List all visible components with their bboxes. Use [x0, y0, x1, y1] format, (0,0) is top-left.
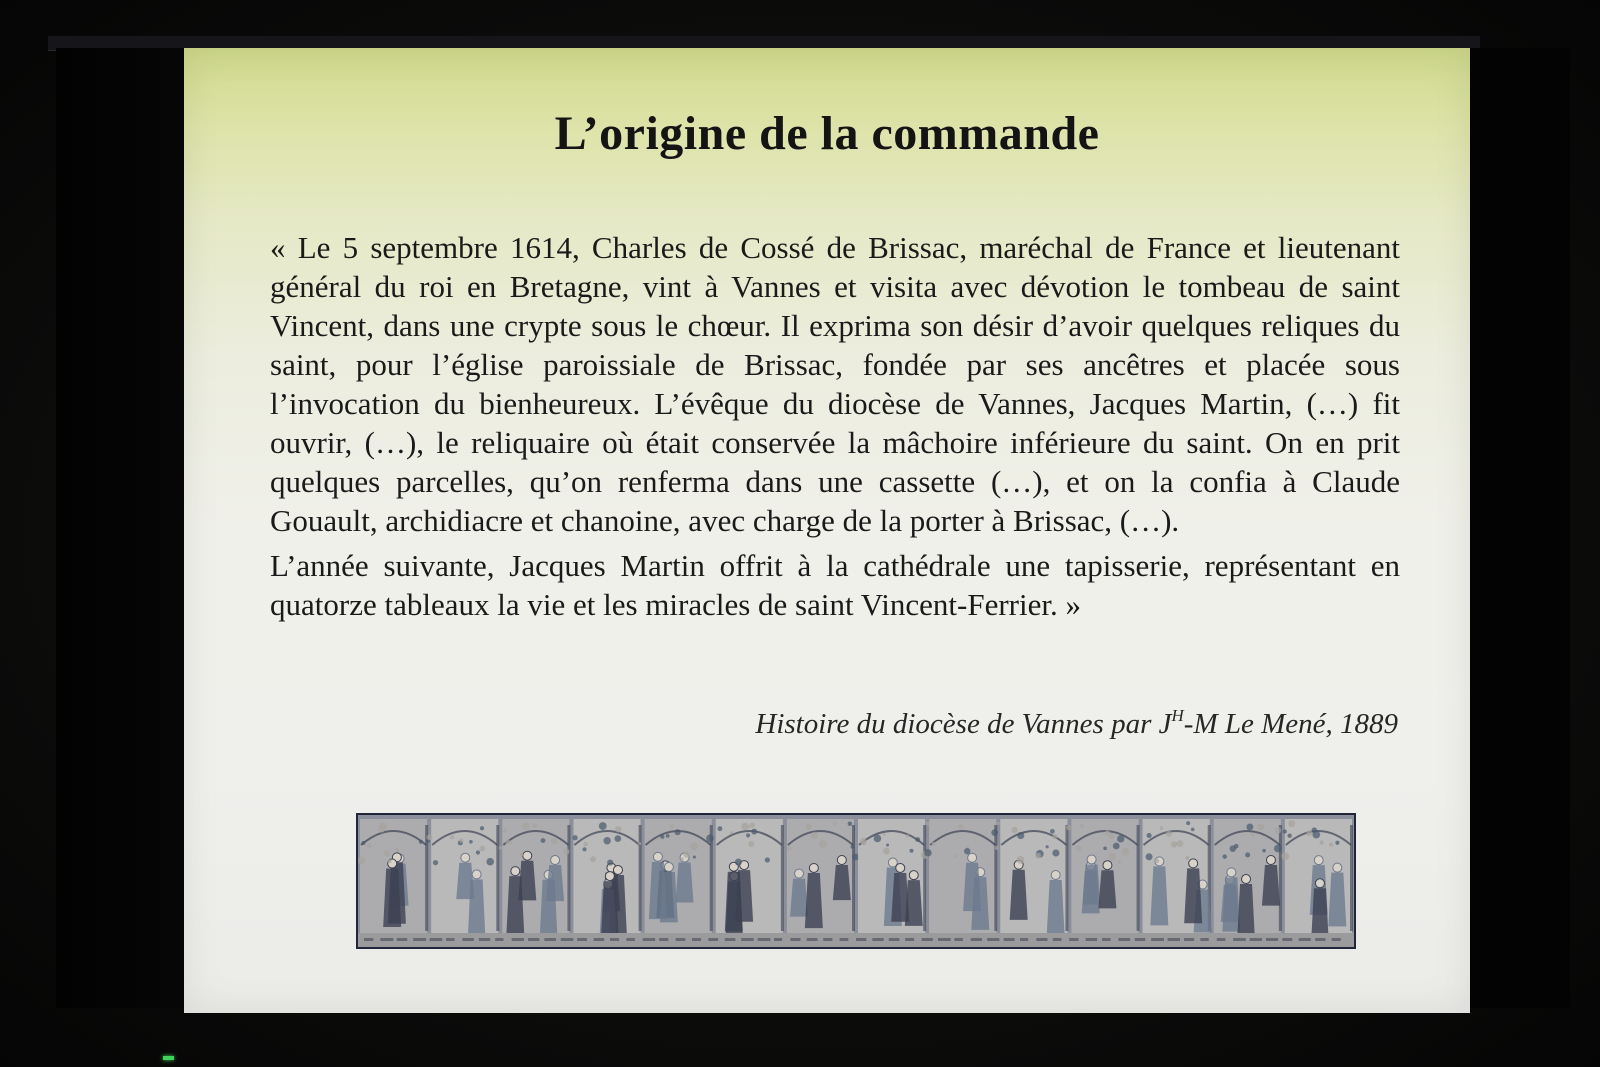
tapestry-texture — [958, 824, 963, 829]
tapestry-texture — [395, 848, 399, 852]
tapestry-texture — [1046, 845, 1049, 848]
tapestry-texture — [1288, 820, 1295, 827]
tapestry-texture — [1274, 827, 1281, 834]
tapestry-inscription-mark — [413, 938, 426, 941]
tapestry-texture — [1154, 858, 1159, 863]
power-led-icon — [163, 1056, 174, 1060]
tapestry-inscription-mark — [397, 938, 407, 941]
tapestry-figure-head — [809, 863, 818, 872]
tapestry-texture — [909, 849, 913, 853]
tapestry-inscription-mark — [561, 938, 574, 941]
tapestry-figure-head — [909, 871, 918, 880]
tapestry-column — [781, 825, 784, 931]
tapestry-texture — [469, 840, 473, 844]
tapestry-inscription-mark — [1086, 938, 1097, 941]
tapestry-texture — [1080, 824, 1084, 828]
tapestry-figure-head — [1266, 856, 1275, 865]
tapestry-texture — [590, 856, 596, 862]
tapestry-texture — [717, 826, 722, 831]
tapestry-column — [639, 825, 642, 931]
tapestry-texture — [1312, 827, 1317, 832]
tapestry-texture — [683, 851, 690, 858]
tapestry-texture — [1147, 833, 1152, 838]
tapestry-inscription-mark — [1282, 938, 1292, 941]
tapestry-inscription-mark — [741, 938, 754, 941]
tapestry-texture — [924, 849, 931, 856]
tapestry-texture — [1066, 825, 1071, 830]
tapestry-figure-head — [605, 872, 614, 881]
tapestry-texture — [765, 857, 770, 862]
tapestry-texture — [1306, 830, 1312, 836]
tapestry-texture — [860, 838, 867, 845]
tapestry-texture — [459, 838, 463, 842]
tapestry-inscription-mark — [856, 938, 866, 941]
quote-block — [270, 228, 1400, 630]
tapestry-texture — [730, 831, 733, 834]
tapestry-figure-head — [1333, 863, 1342, 872]
tapestry-inscription-mark — [446, 938, 455, 941]
tapestry-texture — [1017, 832, 1024, 839]
tapestry-texture — [1287, 833, 1291, 837]
tapestry-texture — [819, 840, 827, 848]
tapestry-inscription-mark — [462, 938, 474, 941]
tapestry-texture — [660, 835, 664, 839]
tapestry-figure-body — [676, 863, 694, 903]
tapestry-texture — [1053, 834, 1058, 839]
tapestry-texture — [657, 837, 660, 840]
tapestry-column — [1137, 825, 1140, 931]
tapestry-inscription-mark — [1053, 938, 1062, 941]
tapestry-texture — [1011, 827, 1017, 833]
tapestry-texture — [479, 846, 485, 852]
tapestry-inscription-mark — [479, 938, 490, 941]
tapestry-inscription-mark — [774, 938, 782, 941]
tapestry-texture — [991, 829, 998, 836]
tapestry-figure-head — [1315, 879, 1324, 888]
tapestry-inscription-mark — [659, 938, 668, 941]
tapestry-texture — [851, 845, 855, 849]
tapestry-inscription-mark — [1036, 938, 1047, 941]
tapestry-texture — [1035, 853, 1041, 859]
tapestry-texture — [915, 837, 920, 842]
tapestry-inscription-mark — [380, 938, 393, 941]
tapestry-figure-body — [1098, 870, 1116, 908]
tapestry-texture — [450, 835, 454, 839]
tapestry-texture — [666, 834, 670, 838]
tapestry-texture — [1329, 843, 1333, 847]
tapestry-texture — [883, 833, 886, 836]
tapestry-texture — [886, 843, 889, 846]
tapestry-texture — [1177, 840, 1184, 847]
tapestry-illustration — [358, 815, 1354, 947]
tapestry-inscription-mark — [364, 938, 373, 941]
tapestry-texture — [599, 822, 607, 830]
tapestry-figure-body — [1184, 868, 1202, 923]
tapestry-texture — [563, 849, 569, 855]
tapestry-texture — [1319, 840, 1323, 844]
tapestry-texture — [997, 822, 1000, 825]
tapestry-figure-head — [523, 851, 532, 860]
tapestry-texture — [995, 846, 999, 850]
tapestry-figure-body — [1150, 866, 1168, 925]
tapestry-texture — [638, 842, 641, 845]
tapestry-texture — [383, 850, 389, 856]
tapestry-texture — [551, 838, 558, 845]
tapestry-inscription-mark — [1315, 938, 1325, 941]
tapestry-inscription-mark — [692, 938, 701, 941]
tapestry-inscription-mark — [971, 938, 982, 941]
tapestry-texture — [964, 848, 970, 854]
tapestry-texture — [1050, 829, 1055, 834]
tapestry-figure-head — [613, 865, 622, 874]
tapestry-figure-head — [664, 863, 673, 872]
tapestry-texture — [499, 846, 502, 849]
tapestry-column — [1279, 825, 1282, 931]
tapestry-column — [1350, 825, 1353, 931]
tapestry-inscription-mark — [807, 938, 818, 941]
tapestry-texture — [379, 822, 387, 830]
slide-title: L’origine de la commande — [554, 107, 1100, 160]
tapestry-texture — [1171, 841, 1177, 847]
tapestry-texture — [1258, 824, 1265, 831]
tapestry-inscription-mark — [1168, 938, 1180, 941]
tapestry-texture — [419, 840, 423, 844]
citation-text-end: -M Le Mené, 1889 — [1183, 708, 1398, 740]
tapestry-texture — [1146, 853, 1153, 860]
tapestry-texture — [848, 821, 853, 826]
tapestry-inscription-mark — [1004, 938, 1015, 941]
tapestry-figure-body — [649, 862, 667, 919]
tapestry-texture — [503, 828, 508, 833]
tapestry-column — [1065, 825, 1068, 931]
tapestry-texture — [1118, 861, 1121, 864]
tapestry-inscription-mark — [872, 938, 883, 941]
tapestry-figure-body — [1083, 864, 1101, 904]
tapestry-texture — [361, 841, 365, 845]
tapestry-figure-head — [896, 863, 905, 872]
tapestry-texture — [582, 847, 586, 851]
tapestry-inscription-mark — [758, 938, 771, 941]
tapestry-texture — [1075, 845, 1081, 851]
tapestry-texture — [1052, 849, 1059, 856]
tapestry-texture — [1283, 829, 1287, 833]
citation-superscript: H — [1171, 706, 1184, 725]
tapestry-inscription-mark — [725, 938, 736, 941]
tapestry-texture — [522, 822, 529, 829]
tapestry-texture — [1262, 849, 1266, 853]
tapestry-texture — [541, 838, 546, 843]
tapestry-figure-body — [506, 876, 524, 936]
tapestry-inscription-mark — [594, 938, 605, 941]
tapestry-figure-body — [805, 873, 823, 928]
tapestry-figure-body — [891, 873, 909, 922]
tapestry-texture — [1108, 853, 1116, 861]
tapestry-texture — [533, 823, 538, 828]
tapestry-figure-body — [383, 869, 401, 927]
tapestry-texture — [607, 860, 613, 866]
tapestry-figure-head — [1314, 856, 1323, 865]
tapestry-figure-head — [472, 870, 481, 879]
tapestry-texture — [615, 826, 621, 832]
tapestry-inscription-mark — [708, 938, 718, 941]
tapestry-inscription-mark — [1020, 938, 1028, 941]
tapestry-figure-body — [601, 881, 619, 940]
presentation-slide — [184, 48, 1470, 1013]
tapestry-texture — [735, 859, 742, 866]
tapestry-texture — [926, 822, 930, 826]
tapestry-texture — [1186, 821, 1190, 825]
tapestry-texture — [1246, 824, 1253, 831]
tapestry-texture — [603, 837, 610, 844]
tapestry-image — [356, 813, 1356, 949]
tapestry-figure-body — [725, 872, 743, 932]
tapestry-column — [923, 825, 926, 931]
tapestry-texture — [1105, 830, 1110, 835]
tapestry-texture — [1335, 841, 1339, 845]
tapestry-texture — [833, 821, 837, 825]
tapestry-figure-body — [1222, 877, 1240, 931]
tapestry-figure-head — [1087, 855, 1096, 864]
tapestry-texture — [388, 859, 392, 863]
tapestry-inscription-mark — [889, 938, 900, 941]
tapestry-texture — [486, 858, 494, 866]
tapestry-inscription-mark — [544, 938, 556, 941]
quote-paragraph-2: L’année suivante, Jacques Martin offrit à la cathédrale une tapisserie, représentant en quatorze tableaux la vie et les miracles de saint Vincent-Ferrier. » — [270, 548, 1400, 622]
tapestry-texture — [1250, 833, 1254, 837]
tapestry-inscription-mark — [922, 938, 933, 941]
tapestry-texture — [1230, 845, 1237, 852]
tapestry-inscription-mark — [495, 938, 503, 941]
tapestry-texture — [614, 835, 621, 842]
tapestry-texture — [1191, 828, 1195, 832]
tapestry-texture — [433, 860, 438, 865]
tapestry-inscription-mark — [905, 938, 914, 941]
tapestry-texture — [1245, 852, 1250, 857]
tapestry-texture — [748, 841, 754, 847]
tapestry-figure-head — [1051, 870, 1060, 879]
tapestry-figure-body — [1262, 865, 1280, 906]
tapestry-texture — [358, 857, 365, 865]
tapestry-inscription-mark — [1069, 938, 1078, 941]
tapestry-texture — [480, 826, 484, 830]
tapestry-figure-body — [790, 879, 808, 917]
tapestry-figure-body — [546, 865, 564, 901]
tapestry-figure-head — [511, 867, 520, 876]
tapestry-column — [496, 825, 499, 931]
tapestry-texture — [1281, 852, 1289, 860]
tapestry-texture — [746, 833, 750, 837]
tapestry-inscription-mark — [1266, 938, 1278, 941]
tapestry-texture — [747, 825, 750, 828]
tapestry-inscription-mark — [528, 938, 539, 941]
tapestry-inscription-mark — [1200, 938, 1208, 941]
tapestry-inscription-mark — [840, 938, 849, 941]
tapestry-texture — [675, 829, 681, 835]
tapestry-texture — [931, 842, 935, 846]
tapestry-figure-head — [653, 852, 662, 861]
tapestry-figure-head — [1227, 868, 1236, 877]
tapestry-texture — [583, 842, 588, 847]
tapestry-inscription-mark — [1250, 938, 1262, 941]
tapestry-texture — [1166, 831, 1172, 837]
tapestry-texture — [1185, 856, 1189, 860]
tapestry-inscription-mark — [1299, 938, 1311, 941]
tapestry-texture — [749, 822, 754, 827]
tapestry-inscription-mark — [1102, 938, 1111, 941]
tapestry-inscription-mark — [430, 938, 443, 941]
screen-edge-right — [1470, 48, 1570, 1008]
tapestry-figure-head — [968, 853, 977, 862]
tapestry-texture — [693, 855, 696, 858]
tapestry-inscription-mark — [626, 938, 635, 941]
tapestry-inscription-mark — [1184, 938, 1194, 941]
tapestry-figure-head — [1189, 859, 1198, 868]
tapestry-texture — [690, 843, 698, 851]
tapestry-texture — [572, 835, 577, 840]
tapestry-inscription-mark — [1332, 938, 1341, 941]
tapestry-figure-head — [1242, 875, 1251, 884]
tapestry-texture — [751, 829, 757, 835]
tapestry-column — [852, 825, 855, 931]
tapestry-inscription-mark — [512, 938, 524, 941]
tapestry-figure-body — [833, 865, 851, 900]
tapestry-inscription-mark — [1217, 938, 1226, 941]
citation — [270, 706, 1398, 741]
tapestry-texture — [1122, 848, 1129, 855]
tapestry-figure-body — [963, 863, 981, 911]
tapestry-figure-body — [1010, 870, 1028, 920]
quote-paragraph-1: « Le 5 septembre 1614, Charles de Cossé de Brissac, maréchal de France et lieutenant général du roi en Bretagne, vint à Vannes et visita avec dévotion le tombeau de saint Vincent, dans une crypte sous le chœur. Il exprima son désir d’avoir quelques reliques du saint, pour l’église paroissiale de Brissac, fondée par ses ancêtres et placée sous l’invocation du bienheureux. L’évêque du diocèse de Vannes, Jacques Martin, (…) fit ouvrir, (…), le reliquaire où était conservée la mâchoire inférieure du saint. On en prit quelques parcelles, qu’on renferma dans une cassette (…), et on la confia à Claude Gouault, archidiacre et chanoine, avec charge de la porter à Brissac, (…). — [270, 230, 1400, 538]
tapestry-inscription-mark — [823, 938, 832, 941]
tapestry-texture — [883, 848, 890, 855]
tapestry-inscription-mark — [610, 938, 619, 941]
tapestry-column — [567, 825, 570, 931]
tapestry-figure-body — [1047, 880, 1065, 936]
tapestry-texture — [1160, 826, 1164, 830]
tapestry-figure-head — [795, 869, 804, 878]
tapestry-figure-head — [461, 853, 470, 862]
tapestry-texture — [1103, 846, 1107, 850]
tapestry-inscription-mark — [790, 938, 800, 941]
citation-text: Histoire du diocèse de Vannes par J — [755, 708, 1172, 740]
tapestry-texture — [1017, 856, 1025, 864]
tapestry-inscription-mark — [676, 938, 686, 941]
tapestry-figure-head — [837, 856, 846, 865]
tapestry-texture — [874, 835, 882, 843]
tapestry-texture — [670, 824, 674, 828]
tapestry-texture — [906, 834, 909, 837]
tapestry-texture — [954, 855, 957, 858]
screen-edge-left — [56, 48, 184, 1008]
tapestry-column — [994, 825, 997, 931]
tapestry-texture — [506, 840, 511, 845]
tapestry-figure-body — [1328, 873, 1346, 927]
tapestry-texture — [706, 834, 714, 842]
tapestry-inscription-mark — [643, 938, 655, 941]
tapestry-texture — [806, 825, 811, 830]
tapestry-texture — [1117, 835, 1124, 842]
tapestry-texture — [787, 846, 792, 851]
tapestry-figure-head — [1103, 861, 1112, 870]
tapestry-texture — [852, 854, 859, 861]
tapestry-texture — [520, 853, 524, 857]
tapestry-inscription-mark — [938, 938, 951, 941]
tapestry-inscription-mark — [987, 938, 999, 941]
tapestry-inscription-mark — [1118, 938, 1130, 941]
tapestry-figure-head — [551, 856, 560, 865]
tapestry-inscription-mark — [1135, 938, 1145, 941]
tapestry-inscription-mark — [1151, 938, 1164, 941]
tapestry-inscription-mark — [577, 938, 587, 941]
tapestry-texture — [1113, 843, 1120, 850]
tapestry-texture — [811, 832, 818, 839]
tapestry-texture — [1274, 845, 1282, 853]
tapestry-inscription-mark — [1233, 938, 1246, 941]
tapestry-texture — [1223, 854, 1227, 858]
tapestry-texture — [367, 843, 372, 848]
tapestry-texture — [427, 834, 433, 840]
tapestry-inscription-mark — [954, 938, 962, 941]
tapestry-texture — [476, 850, 480, 854]
tapestry-texture — [680, 857, 684, 861]
